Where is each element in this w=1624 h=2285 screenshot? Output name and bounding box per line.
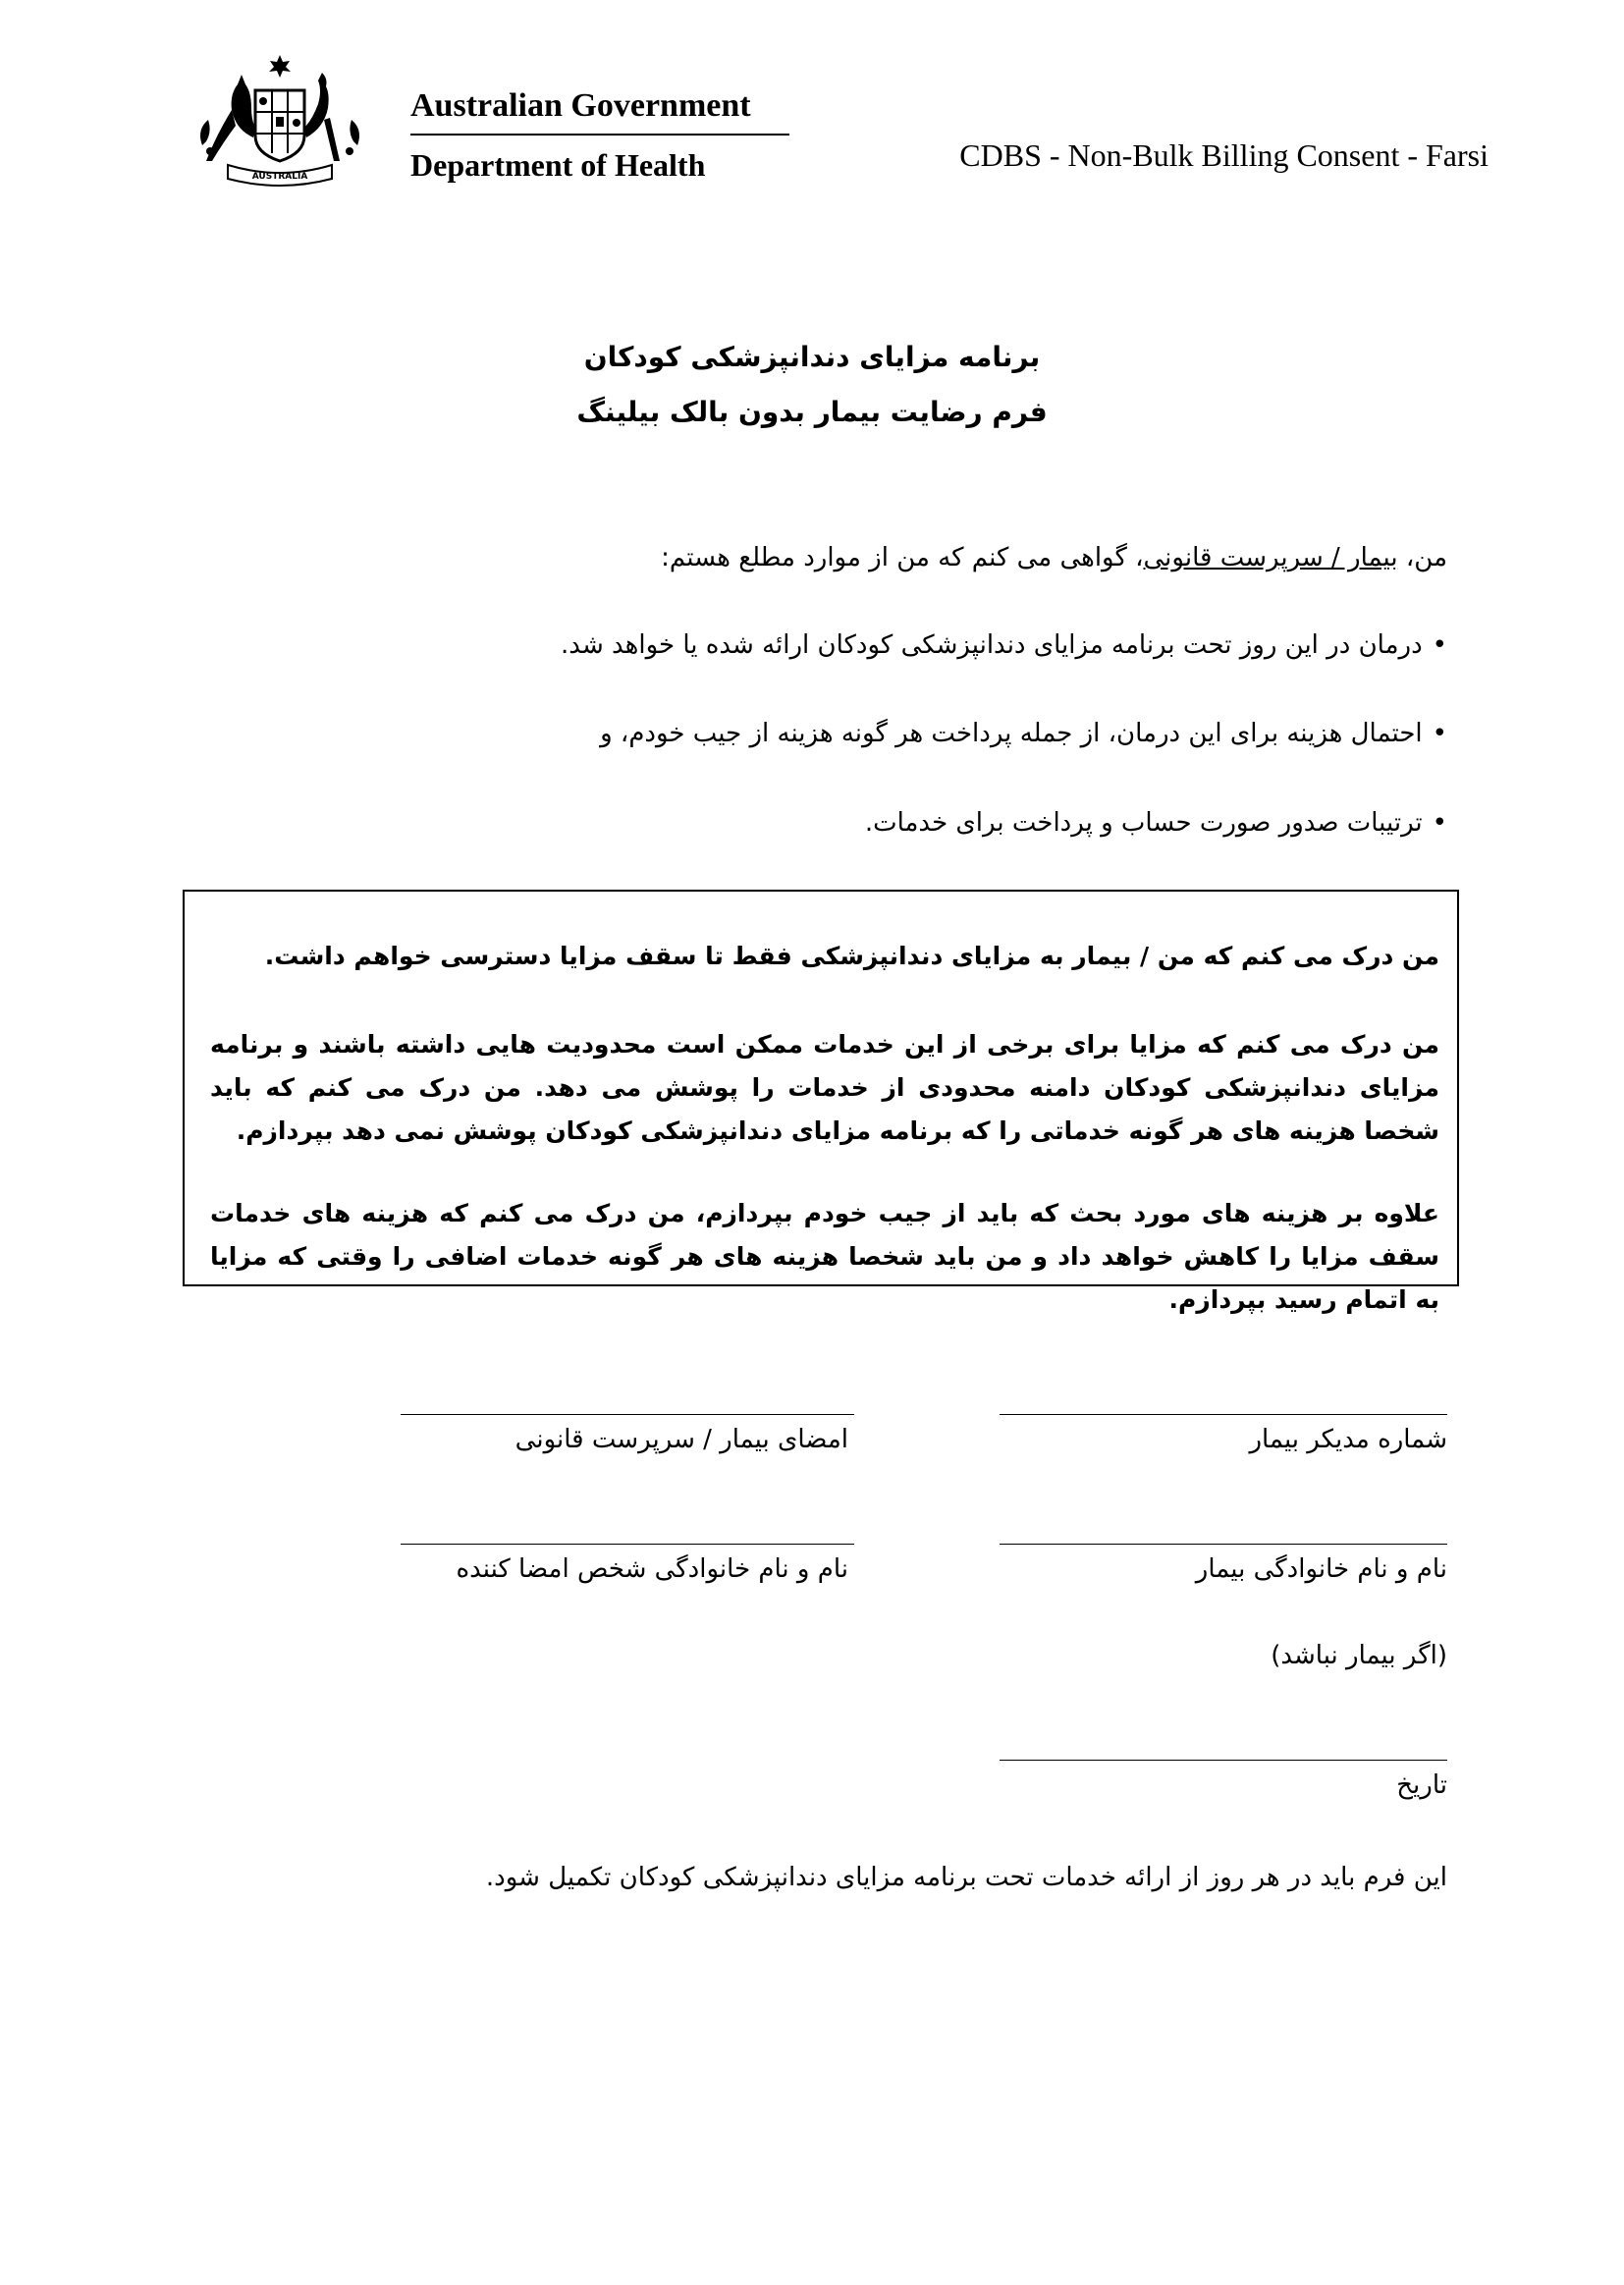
signature-label: امضای بیمار / سرپرست قانونی xyxy=(514,1425,848,1454)
signature-field-line[interactable] xyxy=(401,1414,854,1415)
department-name: Department of Health xyxy=(410,147,706,183)
signer-name-label: نام و نام خانوادگی شخص امضا کننده xyxy=(456,1554,848,1584)
form-identifier: CDBS - Non-Bulk Billing Consent - Farsi xyxy=(959,137,1489,173)
declaration-intro xyxy=(269,538,1447,577)
signer-note: (اگر بیمار نباشد) xyxy=(1271,1641,1447,1670)
list-item xyxy=(171,626,1447,665)
patient-name-field-line[interactable] xyxy=(1000,1544,1447,1545)
acknowledgement-paragraph: من درک می کنم که مزایا برای برخی از این خدمات ممکن است محدودیت هایی داشته باشند و برنامه مزایای دندانپزشکی کودکان دامنه محدودی از خدمات را پوشش می دهد. من درک می کنم که باید شخصا هزینه های هر گونه خدماتی را که برنامه مزایای دندانپزشکی کودکان پوشش نمی دهد بپردازم. xyxy=(210,1030,1439,1145)
bullet-icon: • xyxy=(1432,719,1447,748)
patient-name-label: نام و نام خانوادگی بیمار xyxy=(1195,1554,1447,1584)
intro-prefix: من، xyxy=(1397,543,1447,572)
date-field-line[interactable] xyxy=(1000,1760,1447,1761)
completion-note: این فرم باید در هر روز از ارائه خدمات تحت برنامه مزایای دندانپزشکی کودکان تکمیل شود. xyxy=(485,1863,1447,1892)
acknowledgement-box xyxy=(183,890,1459,1314)
bullet-icon: • xyxy=(1432,630,1447,660)
signer-name-field-line[interactable] xyxy=(401,1544,854,1545)
form-title: فرم رضایت بیمار بدون بالک بیلینگ xyxy=(576,396,1048,428)
list-item xyxy=(171,803,1447,843)
date-label: تاریخ xyxy=(1396,1770,1447,1800)
program-title: برنامه مزایای دندانپزشکی کودکان xyxy=(583,341,1041,373)
intro-suffix: ، گواهی می کنم که من از موارد مطلع هستم: xyxy=(661,543,1144,572)
government-branding xyxy=(410,84,789,185)
government-title: Australian Government xyxy=(410,87,751,124)
list-item-text: ترتیبات صدور صورت حساب و پرداخت برای خدمات. xyxy=(864,808,1423,838)
bullet-icon: • xyxy=(1432,808,1447,838)
branding-divider xyxy=(410,134,789,136)
acknowledgement-paragraph: من درک می کنم که من / بیمار به مزایای دندانپزشکی فقط تا سقف مزایا دسترسی خواهم داشت. xyxy=(264,942,1439,970)
acknowledgement-paragraph: علاوه بر هزینه های مورد بحث که باید از جیب خودم بپردازم، من درک می کنم که هزینه های خدمات سقف مزایا را کاهش خواهد داد و من باید شخصا هزینه های هر گونه خدمات اضافی را وقتی که مزایا به اتمام رسید بپردازم. xyxy=(210,1199,1439,1314)
medicare-number-label: شماره مدیکر بیمار xyxy=(1249,1425,1447,1454)
coat-of-arms-logo xyxy=(192,51,367,189)
medicare-number-field-line[interactable] xyxy=(1000,1414,1447,1415)
intro-role-underlined: بیمار / سرپرست قانونی xyxy=(1143,543,1398,572)
list-item-text: درمان در این روز تحت برنامه مزایای دندانپزشکی کودکان ارائه شده یا خواهد شد. xyxy=(561,630,1423,660)
svg-text:AUSTRALIA: AUSTRALIA xyxy=(251,172,308,182)
list-item xyxy=(171,714,1447,753)
list-item-text: احتمال هزینه برای این درمان، از جمله پرداخت هر گونه هزینه از جیب خودم، و xyxy=(600,719,1423,748)
